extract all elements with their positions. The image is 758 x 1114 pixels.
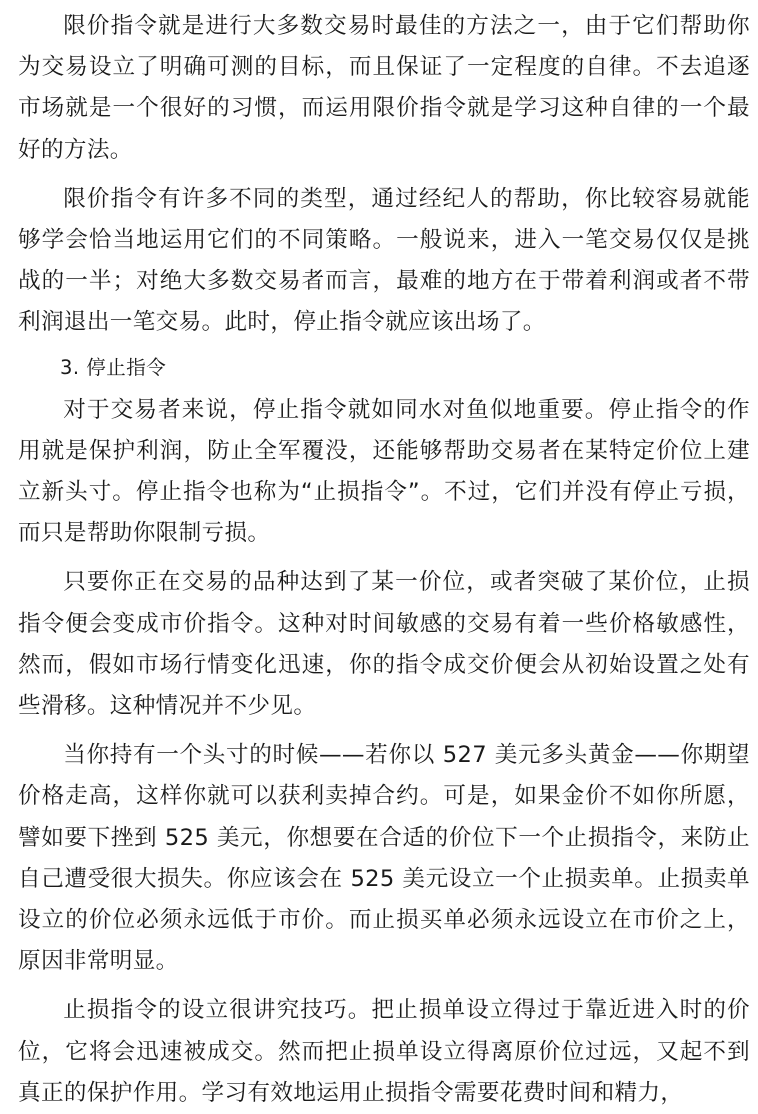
paragraph-stop-placement: 止损指令的设立很讲究技巧。把止损单设立得过于靠近进入时的价位，它将会迅速被成交。然而把止损单设立得离原价位过远，又起不到真正的保护作用。学习有效地运用止损指令需要花费时间和精力，: [18, 997, 750, 1106]
paragraph-stop-order-trigger: 只要你正在交易的品种达到了某一价位，或者突破了某价位，止损指令便会变成市价指令。这种对时间敏感的交易有着一些价格敏感性，然而，假如市场行情变化迅速，你的指令成交价便会从初始设置之处有些滑移。这种情况并不少见。: [18, 569, 750, 720]
section-heading: 3. 停止指令: [60, 355, 167, 379]
paragraph-gold-example: 当你持有一个头寸的时候——若你以 527 美元多头黄金——你期望价格走高，这样你就可以获利卖掉合约。可是，如果金价不如你所愿，譬如要下挫到 525 美元，你想要在合适的价位下一个止损指令，来防止自己遭受很大损失。你应该会在 525 美元设立一个止损卖单。止损卖单设立的价位必须永远低于市价。而止损买单必须永远设立在市价之上，原因非常明显。: [18, 742, 750, 975]
paragraph-stop-order-purpose: 对于交易者来说，停止指令就如同水对鱼似地重要。停止指令的作用就是保护利润，防止全军覆没，还能够帮助交易者在某特定价位上建立新头寸。停止指令也称为“止损指令”。不过，它们并没有停止亏损，而只是帮助你限制亏损。: [18, 396, 750, 547]
paragraph-limit-order-types: 限价指令有许多不同的类型，通过经纪人的帮助，你比较容易就能够学会恰当地运用它们的不同策略。一般说来，进入一笔交易仅仅是挑战的一半；对绝大多数交易者而言，最难的地方在于带着利润或者不带利润退出一笔交易。此时，停止指令就应该出场了。: [18, 185, 750, 336]
paragraph-limit-order-benefits: 限价指令就是进行大多数交易时最佳的方法之一，由于它们帮助你为交易设立了明确可测的目标，而且保证了一定程度的自律。不去追逐市场就是一个很好的习惯，而运用限价指令就是学习这种自律的一个最好的方法。: [18, 13, 750, 163]
